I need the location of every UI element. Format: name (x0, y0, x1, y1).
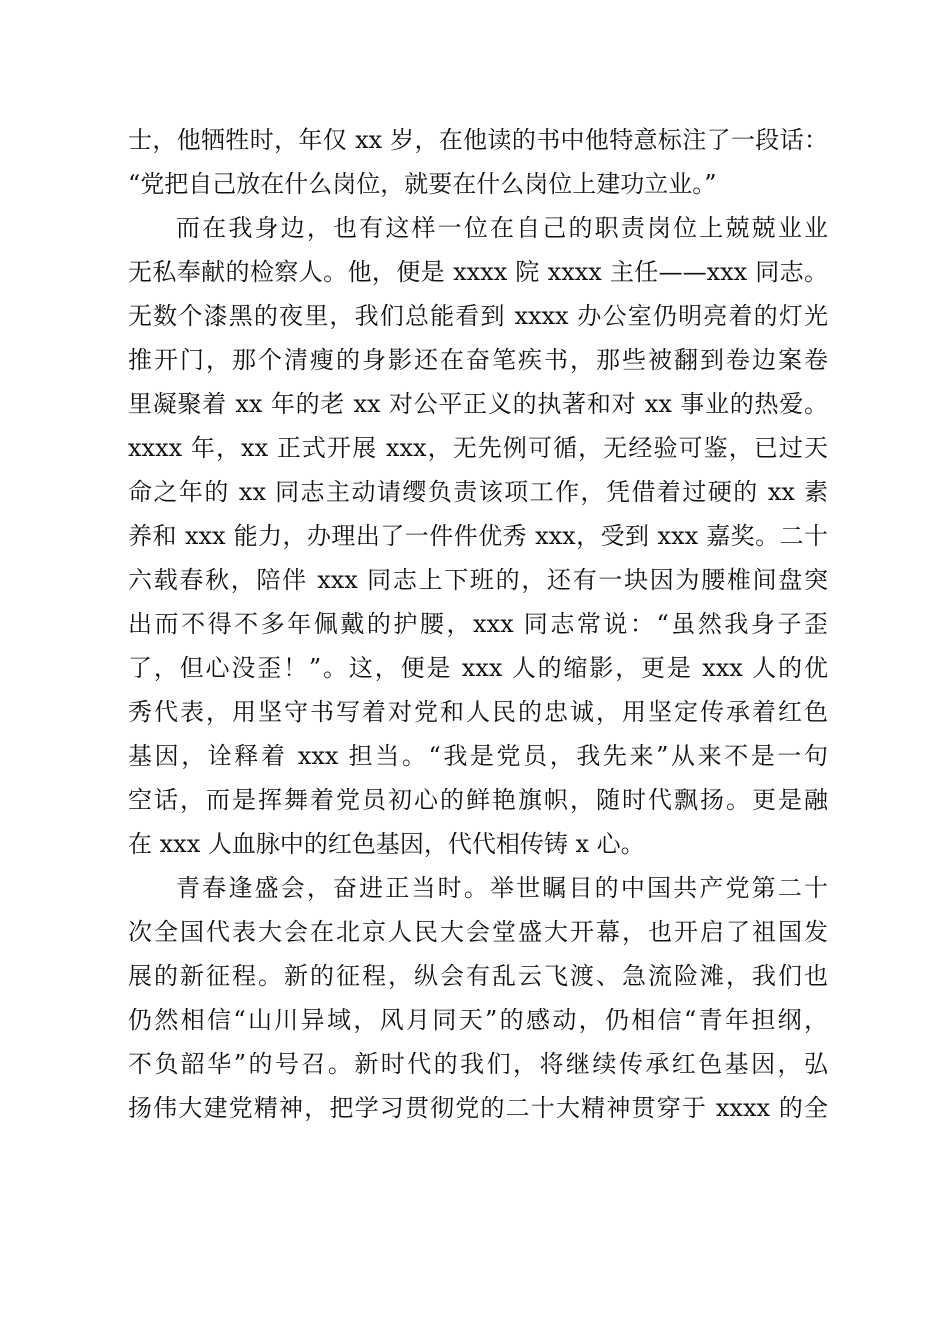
text-line: 养和 xxx 能力，办理出了一件件优秀 xxx，受到 xxx 嘉奖。二十 (128, 522, 828, 550)
text-line: 六载春秋，陪伴 xxx 同志上下班的，还有一块因为腰椎间盘突 (128, 566, 828, 594)
text-line: 展的新征程。新的征程，纵会有乱云飞渡、急流险滩，我们也 (128, 962, 828, 990)
text-line: 士，他牺牲时，年仅 xx 岁，在他读的书中他特意标注了一段话： (128, 126, 828, 154)
text-line: 不负韶华”的号召。新时代的我们，将继续传承红色基因，弘 (128, 1050, 828, 1078)
text-line: 无数个漆黑的夜里，我们总能看到 xxxx 办公室仍明亮着的灯光 (128, 302, 828, 330)
text-line: 出而不得不多年佩戴的护腰，xxx 同志常说：“虽然我身子歪 (128, 610, 828, 638)
text-line: 基因，诠释着 xxx 担当。“我是党员，我先来”从来不是一句 (128, 742, 828, 770)
text-line: xxxx 年，xx 正式开展 xxx，无先例可循，无经验可鉴，已过天 (128, 434, 828, 462)
text-line: 无私奉献的检察人。他，便是 xxxx 院 xxxx 主任——xxx 同志。 (128, 258, 828, 286)
text-line: 秀代表，用坚守书写着对党和人民的忠诚，用坚定传承着红色 (128, 698, 828, 726)
text-line: “党把自己放在什么岗位，就要在什么岗位上建功立业。” (128, 170, 717, 198)
text-line: 里凝聚着 xx 年的老 xx 对公平正义的执著和对 xx 事业的热爱。 (128, 390, 828, 418)
text-line: 空话，而是挥舞着党员初心的鲜艳旗帜，随时代飘扬。更是融 (128, 786, 828, 814)
text-line: 在 xxx 人血脉中的红色基因，代代相传铸 x 心。 (128, 830, 645, 858)
text-line: 仍然相信“山川异域，风月同天”的感动，仍相信“青年担纲， (128, 1006, 828, 1034)
text-line: 扬伟大建党精神，把学习贯彻党的二十大精神贯穿于 xxxx 的全 (128, 1094, 828, 1122)
text-line: 次全国代表大会在北京人民大会堂盛大开幕，也开启了祖国发 (128, 918, 828, 946)
text-line: 推开门，那个清瘦的身影还在奋笔疾书，那些被翻到卷边案卷 (128, 346, 828, 374)
text-line: 命之年的 xx 同志主动请缨负责该项工作，凭借着过硬的 xx 素 (128, 478, 828, 506)
paragraph-first-line: 青春逢盛会，奋进正当时。举世瞩目的中国共产党第二十 (176, 874, 828, 902)
document-body (128, 118, 828, 1130)
paragraph-first-line: 而在我身边，也有这样一位在自己的职责岗位上兢兢业业 (176, 214, 828, 242)
text-line: 了，但心没歪！”。这，便是 xxx 人的缩影，更是 xxx 人的优 (128, 654, 828, 682)
